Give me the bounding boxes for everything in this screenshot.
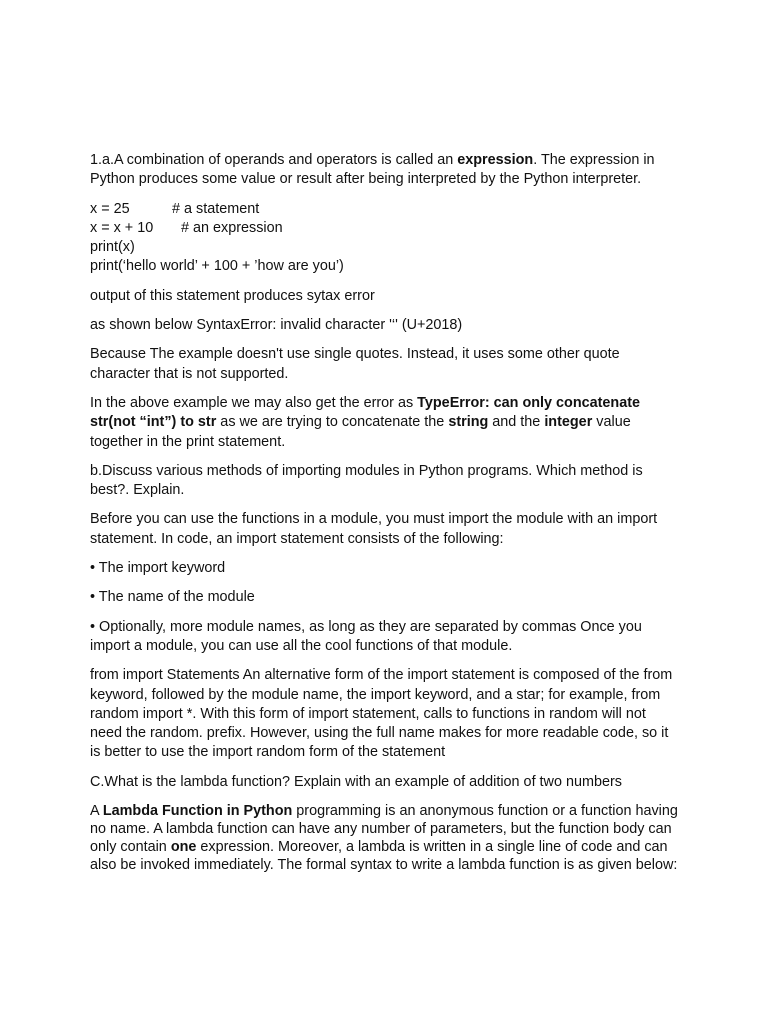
code-example [90, 200, 678, 277]
code-line: x = 25 # a statement [90, 200, 678, 219]
code-line: print(x) [90, 239, 135, 256]
document-page [90, 151, 678, 884]
typeerror-paragraph: In the above example we may also get the error as TypeError: can only concatenate str(not “int”) to str as we are trying to concatenate the string and the integer value together in the print statement. [90, 394, 641, 450]
lambda-paragraph: A Lambda Function in Python programming is an anonymous function or a function having no name. A lambda function can have any number of parameters, but the function body can only contain one expression. Moreover, a lambda is written in a single line of code and can also be invoked immediately. The formal syntax to write a lambda function is as given below: [90, 803, 678, 874]
from-import-paragraph: from import Statements An alternative form of the import statement is composed of the from keyword, followed by the module name, the import keyword, and a star; for example, from random import *. With this form of import statement, calls to functions in random will not need the random. prefix. However, using the full name makes for more readable code, so it is better to use the import random form of the statement [90, 667, 673, 761]
output-paragraph: output of this statement produces sytax error [90, 287, 375, 304]
question-1b: b.Discuss various methods of importing modules in Python programs. Which method is best?. Explain. [90, 462, 643, 499]
bullet-item: • The import keyword [90, 560, 226, 577]
bullet-item: • Optionally, more module names, as long as they are separated by commas Once you import a module, you can use all the cool functions of that module. [90, 618, 642, 654]
import-intro-paragraph: Before you can use the functions in a module, you must import the module with an import statement. In code, an import statement consists of the following: [90, 511, 658, 547]
expression-definition-paragraph: 1.a.A combination of operands and operators is called an expression. The expression in Python produces some value or result after being interpreted by the Python interpreter. [90, 152, 655, 188]
code-line: x = x + 10 # an expression [90, 219, 678, 238]
expression-term: expression [457, 152, 534, 168]
bullet-item: • The name of the module [90, 589, 255, 606]
question-1c: C.What is the lambda function? Explain with an example of addition of two numbers [90, 773, 622, 790]
syntax-error-paragraph: as shown below SyntaxError: invalid character '‘' (U+2018) [90, 317, 463, 334]
code-comment: # an expression [181, 219, 283, 236]
code-line: print(‘hello world’ + 100 + ’how are you’) [90, 258, 344, 275]
because-paragraph: Because The example doesn't use single quotes. Instead, it uses some other quote character that is not supported. [90, 346, 620, 382]
code-comment: # a statement [172, 200, 260, 217]
